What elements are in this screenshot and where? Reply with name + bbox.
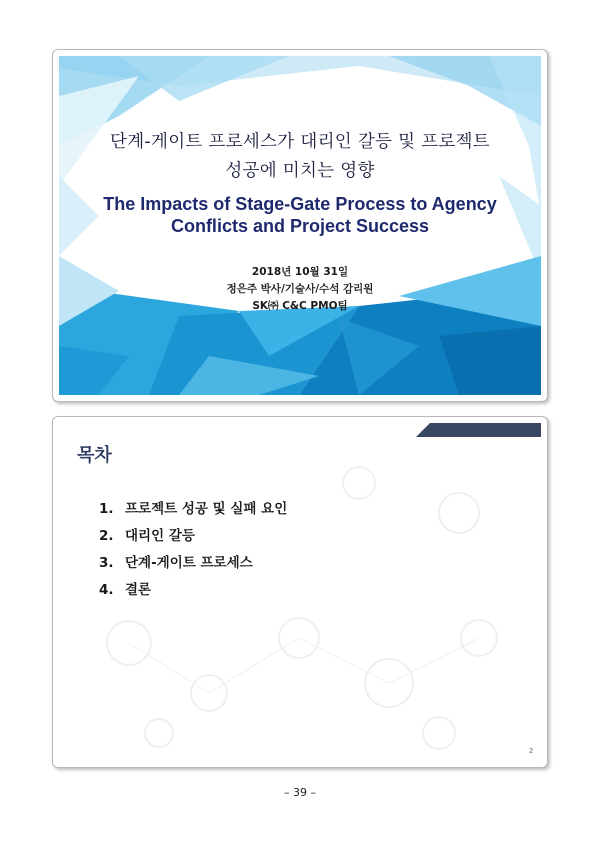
toc-title: 목차 <box>77 445 112 466</box>
toc-list <box>99 496 287 604</box>
presentation-meta <box>53 264 547 315</box>
english-title <box>53 193 547 237</box>
english-title-line1: The Impacts of Stage-Gate Process to Agency <box>103 194 497 214</box>
toc-item-label: 단계-게이트 프로세스 <box>125 555 253 571</box>
toc-item <box>99 496 287 523</box>
toc-item <box>99 550 287 577</box>
toc-item <box>99 577 287 604</box>
presentation-date: 2018년 10월 31일 <box>251 266 349 278</box>
english-title-line2: Conflicts and Project Success <box>170 216 430 236</box>
korean-title-line2: 성공에 미치는 영향 <box>225 161 375 181</box>
toc-item-label: 대리인 갈등 <box>125 528 195 544</box>
slide-body <box>59 423 541 761</box>
toc-item-label: 프로젝트 성공 및 실패 요인 <box>125 501 288 517</box>
toc-item-number: 3. <box>99 555 114 571</box>
toc-item-number: 2. <box>99 528 114 544</box>
toc-item <box>99 523 287 550</box>
title-slide <box>52 49 548 402</box>
page-number: – 39 – <box>284 786 316 799</box>
header-accent-bar <box>416 423 541 437</box>
organization: SK㈜ C&C PMO팀 <box>252 300 348 312</box>
toc-item-label: 결론 <box>125 582 152 598</box>
korean-title-line1: 단계-게이트 프로세스가 대리인 갈등 및 프로젝트 <box>109 132 491 152</box>
toc-slide <box>52 416 548 768</box>
korean-title <box>53 128 547 186</box>
presenter-info: 정은주 박사/기술사/수석 감리원 <box>226 283 374 295</box>
toc-item-number: 1. <box>99 501 114 517</box>
slide-number: 2 <box>529 748 533 755</box>
toc-item-number: 4. <box>99 582 114 598</box>
